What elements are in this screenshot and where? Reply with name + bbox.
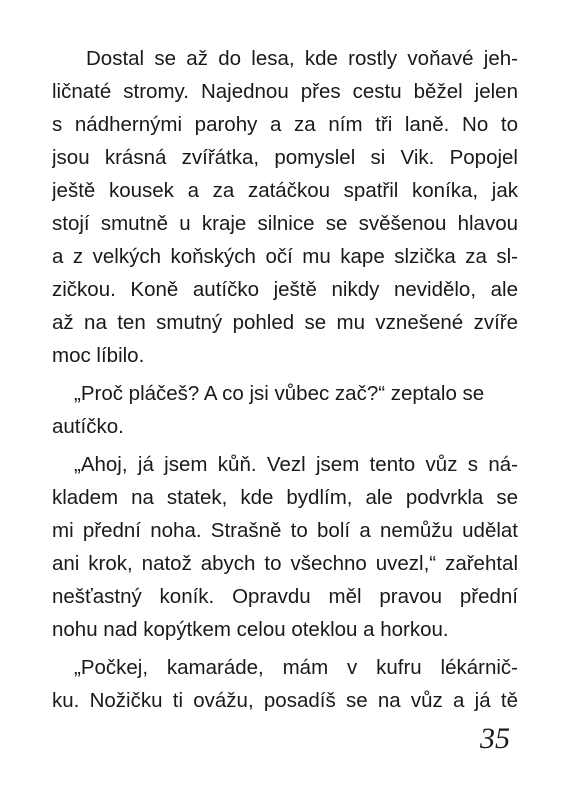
- text-line: Dostal se až do lesa, kde rostly voňavé jeh-: [86, 47, 518, 70]
- text-line: ani krok, natož abych to všechno uvezl,“ zařehtal: [52, 552, 518, 575]
- paragraph: [52, 651, 518, 717]
- text-line: ku. Nožičku ti ovážu, posadíš se na vůz a já tě: [52, 689, 518, 712]
- text-line: ještě kousek a za zatáčkou spatřil koníka, jak: [52, 179, 518, 202]
- text-line: ličnaté stromy. Najednou přes cestu běžel jelen: [52, 80, 518, 103]
- text-line: mi přední noha. Strašně to bolí a nemůžu udělat: [52, 519, 518, 542]
- text-line: nohu nad kopýtkem celou oteklou a horkou.: [52, 618, 449, 641]
- text-line: stojí smutně u kraje silnice se svěšenou hlavou: [52, 212, 518, 235]
- text-line: moc líbilo.: [52, 344, 145, 367]
- text-line: jsou krásná zvířátka, pomyslel si Vik. Popojel: [52, 146, 518, 169]
- text-line: až na ten smutný pohled se mu vznešené zvíře: [52, 311, 518, 334]
- text-line: nešťastný koník. Opravdu měl pravou přední: [52, 585, 518, 608]
- text-line: „Ahoj, já jsem kůň. Vezl jsem tento vůz s ná-: [74, 453, 518, 476]
- text-line: kladem na statek, kde bydlím, ale podvrkla se: [52, 486, 518, 509]
- paragraph: [52, 448, 518, 646]
- text-line: s nádhernými parohy a za ním tři laně. No to: [52, 113, 518, 136]
- paragraph: [52, 377, 518, 443]
- text-line: autíčko.: [52, 415, 124, 438]
- text-line: „Počkej, kamaráde, mám v kufru lékárnič-: [74, 656, 518, 679]
- text-line: zičkou. Koně autíčko ještě nikdy nevidělo, ale: [52, 278, 518, 301]
- page-number: 35: [480, 722, 510, 755]
- text-line: a z velkých koňských očí mu kape slzička za sl-: [52, 245, 518, 268]
- text-line: „Proč pláčeš? A co jsi vůbec zač?“ zeptalo se: [74, 382, 485, 405]
- body-text: [52, 42, 518, 717]
- paragraph: [52, 42, 518, 372]
